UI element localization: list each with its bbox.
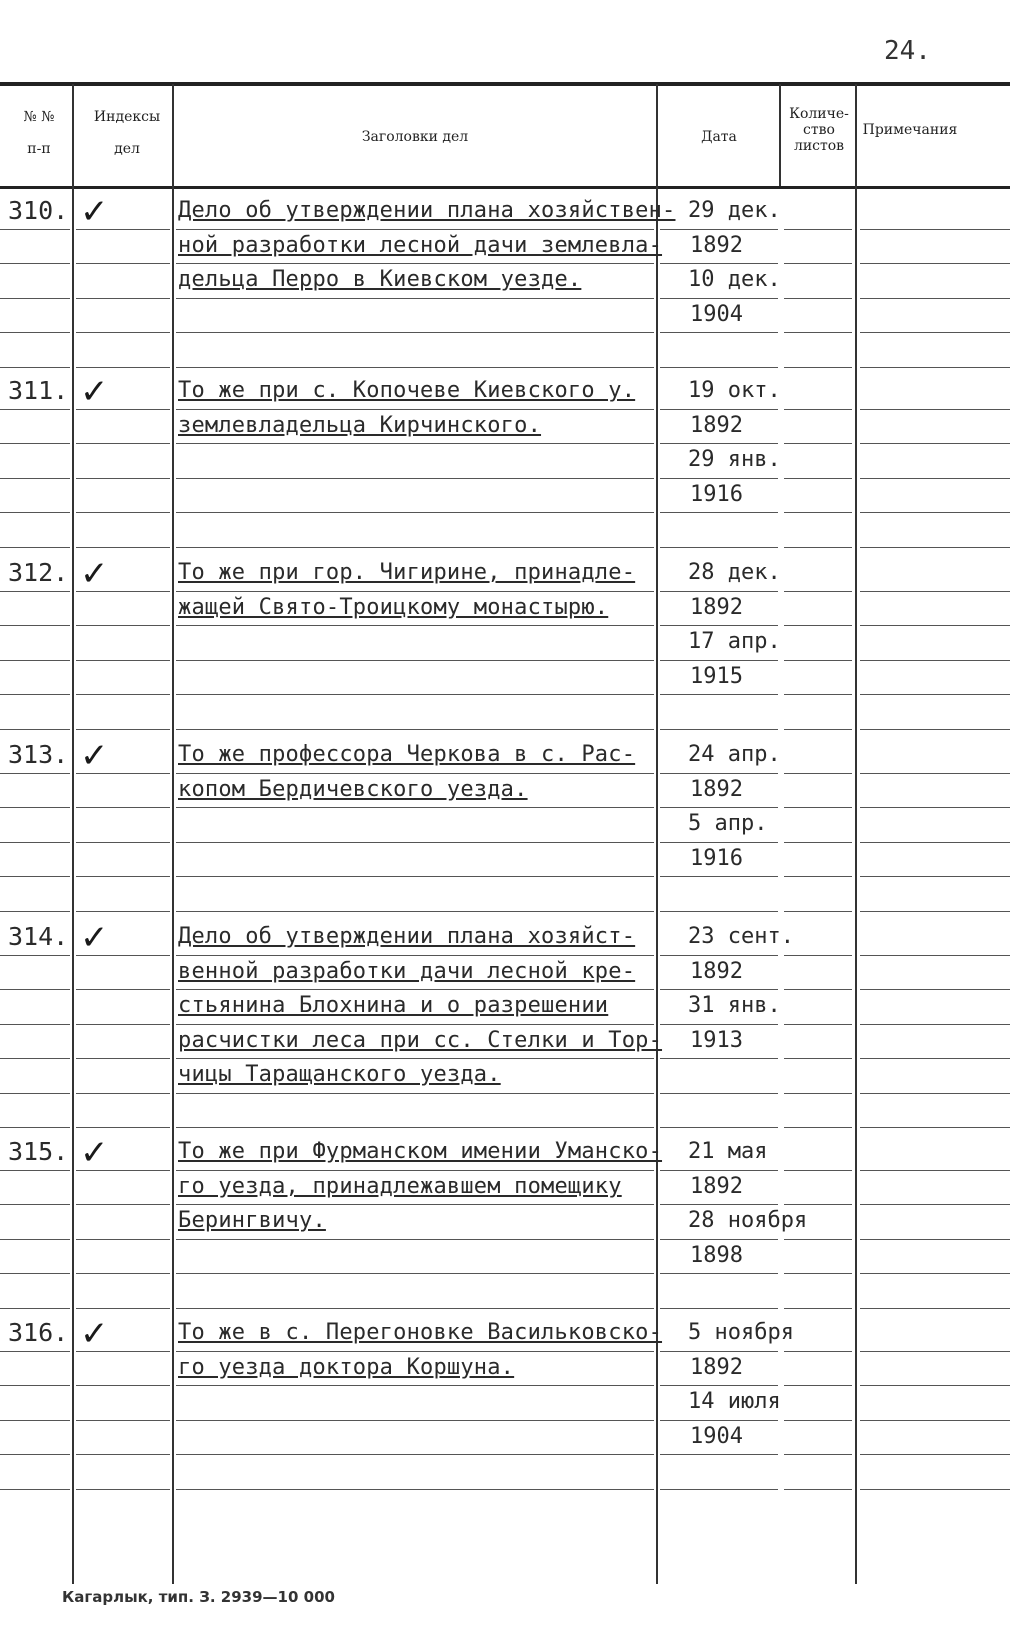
- entry-title-line: То же при Фурманском имении Уманско-: [178, 1139, 663, 1164]
- ruling-line: [0, 876, 70, 877]
- ruling-line: [660, 876, 778, 877]
- entry-date: 5 ноября: [688, 1320, 794, 1345]
- entry-title-line: го уезда доктора Коршуна.: [178, 1355, 515, 1380]
- entry-date: 19 окт.: [688, 378, 781, 403]
- ruling-line: [660, 989, 778, 990]
- ruling-line: [660, 229, 778, 230]
- ruling-line: [860, 1489, 1010, 1490]
- ruling-line: [176, 229, 654, 230]
- ruling-line: [660, 1308, 778, 1309]
- entry-number: 316.: [8, 1318, 69, 1347]
- entry-date: 1892: [690, 233, 743, 258]
- entry-date: 29 янв.: [688, 447, 781, 472]
- entry-date: 10 дек.: [688, 267, 781, 292]
- ruling-line: [76, 332, 170, 333]
- ruling-line: [860, 1058, 1010, 1059]
- ruling-line: [860, 1454, 1010, 1455]
- header-num-line1: № №: [23, 109, 55, 125]
- ruling-line: [784, 298, 852, 299]
- ruling-line: [0, 1420, 70, 1421]
- ruling-line: [784, 367, 852, 368]
- ruling-line: [0, 1127, 70, 1128]
- ruling-line: [860, 332, 1010, 333]
- ruling-line: [76, 694, 170, 695]
- ruling-line: [860, 1420, 1010, 1421]
- ruling-line: [0, 694, 70, 695]
- ruling-line: [784, 807, 852, 808]
- ruling-line: [0, 1351, 70, 1352]
- ruling-line: [176, 842, 654, 843]
- ruling-line: [0, 989, 70, 990]
- entry-title-line: То же в с. Перегоновке Васильковско-: [178, 1320, 663, 1345]
- checkmark-icon: ✓: [80, 192, 109, 232]
- ruling-line: [784, 409, 852, 410]
- header-index: [80, 108, 174, 158]
- ruling-line: [0, 773, 70, 774]
- ruling-line: [784, 989, 852, 990]
- ruling-line: [0, 298, 70, 299]
- ruling-line: [176, 298, 654, 299]
- ruling-line: [860, 1239, 1010, 1240]
- ruling-line: [0, 955, 70, 956]
- entry-date: 5 апр.: [688, 811, 768, 836]
- entry-date: 1916: [690, 846, 743, 871]
- ruling-line: [76, 367, 170, 368]
- entry-number: 313.: [8, 740, 69, 769]
- ruling-line: [660, 1170, 778, 1171]
- entry-date: 1898: [690, 1243, 743, 1268]
- checkmark-icon: ✓: [80, 554, 109, 594]
- ruling-line: [176, 1385, 654, 1386]
- ruling-line: [660, 773, 778, 774]
- entry-title-line: копом Бердичевского уезда.: [178, 777, 528, 802]
- ruling-line: [176, 1489, 654, 1490]
- ruling-line: [176, 263, 654, 264]
- ruling-line: [860, 911, 1010, 912]
- ruling-line: [784, 512, 852, 513]
- ruling-line: [176, 1170, 654, 1171]
- ruling-line: [860, 1351, 1010, 1352]
- ruling-line: [0, 1489, 70, 1490]
- checkmark-icon: ✓: [80, 918, 109, 958]
- header-count: [780, 106, 858, 154]
- ruling-line: [784, 1385, 852, 1386]
- entry-date: 17 апр.: [688, 629, 781, 654]
- ruling-line: [176, 1024, 654, 1025]
- ruling-line: [860, 263, 1010, 264]
- ruling-line: [176, 1239, 654, 1240]
- ruling-line: [784, 1420, 852, 1421]
- ruling-line: [784, 443, 852, 444]
- ruling-line: [660, 409, 778, 410]
- ruling-line: [660, 955, 778, 956]
- ruling-line: [784, 876, 852, 877]
- ruling-line: [176, 1454, 654, 1455]
- ruling-line: [0, 478, 70, 479]
- ruling-line: [860, 1127, 1010, 1128]
- header-num: [6, 108, 72, 158]
- ruling-line: [860, 1385, 1010, 1386]
- ruling-line: [76, 807, 170, 808]
- ruling-line: [0, 1170, 70, 1171]
- entry-date: 1892: [690, 1174, 743, 1199]
- entry-date: 1904: [690, 302, 743, 327]
- ruling-line: [660, 1239, 778, 1240]
- entry-number: 310.: [8, 196, 69, 225]
- header-count-line2: ство: [803, 122, 835, 138]
- entry-title-line: стьянина Блохнина и о разрешении: [178, 993, 609, 1018]
- ruling-line: [0, 512, 70, 513]
- ruling-line: [660, 660, 778, 661]
- header-bottom-rule: [0, 186, 1010, 189]
- ruling-line: [660, 443, 778, 444]
- ruling-line: [784, 694, 852, 695]
- ruling-line: [76, 512, 170, 513]
- ruling-line: [860, 1204, 1010, 1205]
- ruling-line: [176, 1273, 654, 1274]
- ruling-line: [660, 1454, 778, 1455]
- ruling-line: [660, 1093, 778, 1094]
- col-divider-1: [72, 84, 74, 1584]
- ruling-line: [784, 911, 852, 912]
- ruling-line: [784, 1204, 852, 1205]
- entry-number: 315.: [8, 1137, 69, 1166]
- col-divider-3: [656, 84, 658, 1584]
- ruling-line: [860, 773, 1010, 774]
- entry-date: 1892: [690, 959, 743, 984]
- ruling-line: [784, 1454, 852, 1455]
- entry-title-line: ной разработки лесной дачи землевла-: [178, 233, 663, 258]
- ruling-line: [784, 1351, 852, 1352]
- ruling-line: [660, 1489, 778, 1490]
- ruling-line: [860, 478, 1010, 479]
- ruling-line: [784, 625, 852, 626]
- entry-date: 1892: [690, 413, 743, 438]
- header-index-line2: дел: [114, 141, 140, 157]
- ruling-line: [76, 443, 170, 444]
- ruling-line: [660, 1204, 778, 1205]
- ruling-line: [660, 298, 778, 299]
- header-date: Дата: [701, 129, 737, 145]
- header-count-line1: Количе-: [789, 106, 849, 122]
- entry-title-line: дельца Перро в Киевском уезде.: [178, 267, 582, 292]
- ruling-line: [0, 1385, 70, 1386]
- ruling-line: [660, 367, 778, 368]
- entry-number: 311.: [8, 376, 69, 405]
- ruling-line: [76, 1204, 170, 1205]
- ruling-line: [76, 911, 170, 912]
- ruling-line: [0, 911, 70, 912]
- ruling-line: [660, 842, 778, 843]
- col-divider-2: [172, 84, 174, 1584]
- ruling-line: [176, 591, 654, 592]
- ruling-line: [784, 229, 852, 230]
- entry-title-line: То же при с. Копочеве Киевского у.: [178, 378, 636, 403]
- ruling-line: [860, 512, 1010, 513]
- entry-date: 1915: [690, 664, 743, 689]
- ruling-line: [860, 229, 1010, 230]
- ruling-line: [660, 332, 778, 333]
- ruling-line: [784, 1273, 852, 1274]
- ruling-line: [76, 1024, 170, 1025]
- ruling-line: [660, 1024, 778, 1025]
- ruling-line: [0, 263, 70, 264]
- ruling-line: [76, 1385, 170, 1386]
- ruling-line: [0, 332, 70, 333]
- ruling-line: [0, 1204, 70, 1205]
- ruling-line: [784, 729, 852, 730]
- entry-date: 14 июля: [688, 1389, 781, 1414]
- ruling-line: [176, 1420, 654, 1421]
- checkmark-icon: ✓: [80, 1133, 109, 1173]
- ruling-line: [860, 547, 1010, 548]
- ruling-line: [176, 332, 654, 333]
- entry-number: 312.: [8, 558, 69, 587]
- checkmark-icon: ✓: [80, 372, 109, 412]
- entry-date: 1892: [690, 777, 743, 802]
- ruling-line: [860, 694, 1010, 695]
- ruling-line: [76, 1420, 170, 1421]
- ruling-line: [784, 478, 852, 479]
- entry-date: 24 апр.: [688, 742, 781, 767]
- ruling-line: [176, 1308, 654, 1309]
- ruling-line: [76, 547, 170, 548]
- entry-title-line: То же профессора Черкова в с. Рас-: [178, 742, 636, 767]
- checkmark-icon: ✓: [80, 1314, 109, 1354]
- col-divider-4: [779, 84, 781, 186]
- ruling-line: [176, 367, 654, 368]
- entry-date: 31 янв.: [688, 993, 781, 1018]
- ruling-line: [860, 1170, 1010, 1171]
- ruling-line: [860, 409, 1010, 410]
- ruling-line: [76, 989, 170, 990]
- entry-date: 1892: [690, 1355, 743, 1380]
- ruling-line: [860, 955, 1010, 956]
- ruling-line: [76, 729, 170, 730]
- entry-date: 28 ноября: [688, 1208, 808, 1233]
- entry-date: 1892: [690, 595, 743, 620]
- entry-title-line: Дело об утверждении плана хозяйст-: [178, 924, 636, 949]
- ruling-line: [860, 367, 1010, 368]
- ruling-line: [0, 1308, 70, 1309]
- ruling-line: [660, 1385, 778, 1386]
- ruling-line: [784, 773, 852, 774]
- ruling-line: [660, 547, 778, 548]
- ruling-line: [660, 512, 778, 513]
- ruling-line: [176, 478, 654, 479]
- header-notes: Примечания: [862, 122, 958, 138]
- entry-title-line: землевладельца Кирчинского.: [178, 413, 542, 438]
- ruling-line: [784, 1239, 852, 1240]
- ruling-line: [784, 332, 852, 333]
- entry-date: 28 дек.: [688, 560, 781, 585]
- ruling-line: [176, 1351, 654, 1352]
- ruling-line: [76, 876, 170, 877]
- ruling-line: [784, 1024, 852, 1025]
- ruling-line: [660, 694, 778, 695]
- ruling-line: [76, 1239, 170, 1240]
- ruling-line: [0, 1454, 70, 1455]
- ruling-line: [76, 1127, 170, 1128]
- ruling-line: [76, 1093, 170, 1094]
- ruling-line: [76, 1454, 170, 1455]
- ruling-line: [76, 1058, 170, 1059]
- ruling-line: [0, 625, 70, 626]
- ruling-line: [176, 1127, 654, 1128]
- ruling-line: [860, 660, 1010, 661]
- ruling-line: [860, 625, 1010, 626]
- ruling-line: [784, 1489, 852, 1490]
- ruling-line: [0, 409, 70, 410]
- ruling-line: [660, 263, 778, 264]
- ruling-line: [76, 478, 170, 479]
- ruling-line: [0, 1058, 70, 1059]
- ruling-line: [176, 1093, 654, 1094]
- ruling-line: [76, 660, 170, 661]
- header-title: Заголовки дел: [361, 129, 469, 145]
- entry-title-line: венной разработки дачи лесной кре-: [178, 959, 636, 984]
- ruling-line: [176, 773, 654, 774]
- ruling-line: [76, 1273, 170, 1274]
- ruling-line: [0, 367, 70, 368]
- entry-date: 21 мая: [688, 1139, 768, 1164]
- ruling-line: [660, 625, 778, 626]
- page-number: 24.: [884, 36, 931, 66]
- ruling-line: [660, 807, 778, 808]
- ruling-line: [176, 989, 654, 990]
- entry-title-line: расчистки леса при сс. Стелки и Тор-: [178, 1028, 663, 1053]
- ruling-line: [860, 729, 1010, 730]
- ruling-line: [860, 876, 1010, 877]
- ruling-line: [660, 911, 778, 912]
- ruling-line: [860, 1308, 1010, 1309]
- ruling-line: [860, 1093, 1010, 1094]
- ruling-line: [176, 729, 654, 730]
- ruling-line: [784, 955, 852, 956]
- ruling-line: [76, 842, 170, 843]
- ruling-line: [176, 1058, 654, 1059]
- ruling-line: [176, 1204, 654, 1205]
- entry-date: 1916: [690, 482, 743, 507]
- ruling-line: [784, 547, 852, 548]
- ruling-line: [0, 807, 70, 808]
- ruling-line: [860, 842, 1010, 843]
- ruling-line: [176, 694, 654, 695]
- ruling-line: [0, 660, 70, 661]
- ruling-line: [660, 1058, 778, 1059]
- header-count-line3: листов: [793, 138, 845, 154]
- ruling-line: [784, 591, 852, 592]
- checkmark-icon: ✓: [80, 736, 109, 776]
- ruling-line: [176, 512, 654, 513]
- ruling-line: [660, 1127, 778, 1128]
- ruling-line: [176, 807, 654, 808]
- ruling-line: [176, 876, 654, 877]
- entry-number: 314.: [8, 922, 69, 951]
- ruling-line: [660, 478, 778, 479]
- printer-imprint: Кагарлык, тип. З. 2939—10 000: [62, 1588, 335, 1606]
- ruling-line: [76, 263, 170, 264]
- ruling-line: [860, 591, 1010, 592]
- ruling-line: [176, 625, 654, 626]
- ruling-line: [76, 1489, 170, 1490]
- entry-date: 29 дек.: [688, 198, 781, 223]
- ruling-line: [784, 1170, 852, 1171]
- col-divider-5: [855, 84, 857, 1584]
- ruling-line: [660, 1351, 778, 1352]
- ruling-line: [0, 443, 70, 444]
- entry-date: 1904: [690, 1424, 743, 1449]
- entry-date: 1913: [690, 1028, 743, 1053]
- ruling-line: [176, 911, 654, 912]
- entry-date: 23 сент.: [688, 924, 794, 949]
- ruling-line: [0, 1024, 70, 1025]
- ruling-line: [784, 660, 852, 661]
- ruling-line: [176, 409, 654, 410]
- header-num-line2: п-п: [27, 141, 51, 157]
- entry-title-line: Берингвичу.: [178, 1208, 326, 1233]
- ruling-line: [860, 1024, 1010, 1025]
- ruling-line: [0, 547, 70, 548]
- ruling-line: [176, 955, 654, 956]
- ruling-line: [0, 1239, 70, 1240]
- ruling-line: [176, 443, 654, 444]
- ruling-line: [76, 625, 170, 626]
- ruling-line: [784, 263, 852, 264]
- ruling-line: [76, 298, 170, 299]
- ruling-line: [784, 1093, 852, 1094]
- ruling-line: [176, 547, 654, 548]
- ruling-line: [784, 1127, 852, 1128]
- entry-title-line: То же при гор. Чигирине, принадле-: [178, 560, 636, 585]
- ruling-line: [0, 591, 70, 592]
- ruling-line: [784, 1308, 852, 1309]
- ruling-line: [784, 1058, 852, 1059]
- ruling-line: [660, 1420, 778, 1421]
- ruling-line: [660, 1273, 778, 1274]
- ruling-line: [176, 660, 654, 661]
- ruling-line: [0, 842, 70, 843]
- table-top-rule: [0, 82, 1010, 86]
- ruling-line: [660, 729, 778, 730]
- ruling-line: [0, 1093, 70, 1094]
- ruling-line: [784, 842, 852, 843]
- ruling-line: [0, 229, 70, 230]
- entry-title-line: жащей Свято-Троицкому монастырю.: [178, 595, 609, 620]
- ruling-line: [860, 1273, 1010, 1274]
- ruling-line: [660, 591, 778, 592]
- ruling-line: [860, 807, 1010, 808]
- ruling-line: [76, 1308, 170, 1309]
- header-index-line1: Индексы: [93, 109, 161, 125]
- ruling-line: [860, 443, 1010, 444]
- entry-title-line: Дело об утверждении плана хозяйствен-: [178, 198, 676, 223]
- ruling-line: [0, 1273, 70, 1274]
- ruling-line: [860, 298, 1010, 299]
- entry-title-line: чицы Таращанского уезда.: [178, 1062, 501, 1087]
- entry-title-line: го уезда, принадлежавшем помещику: [178, 1174, 622, 1199]
- ruling-line: [0, 729, 70, 730]
- ruling-line: [860, 989, 1010, 990]
